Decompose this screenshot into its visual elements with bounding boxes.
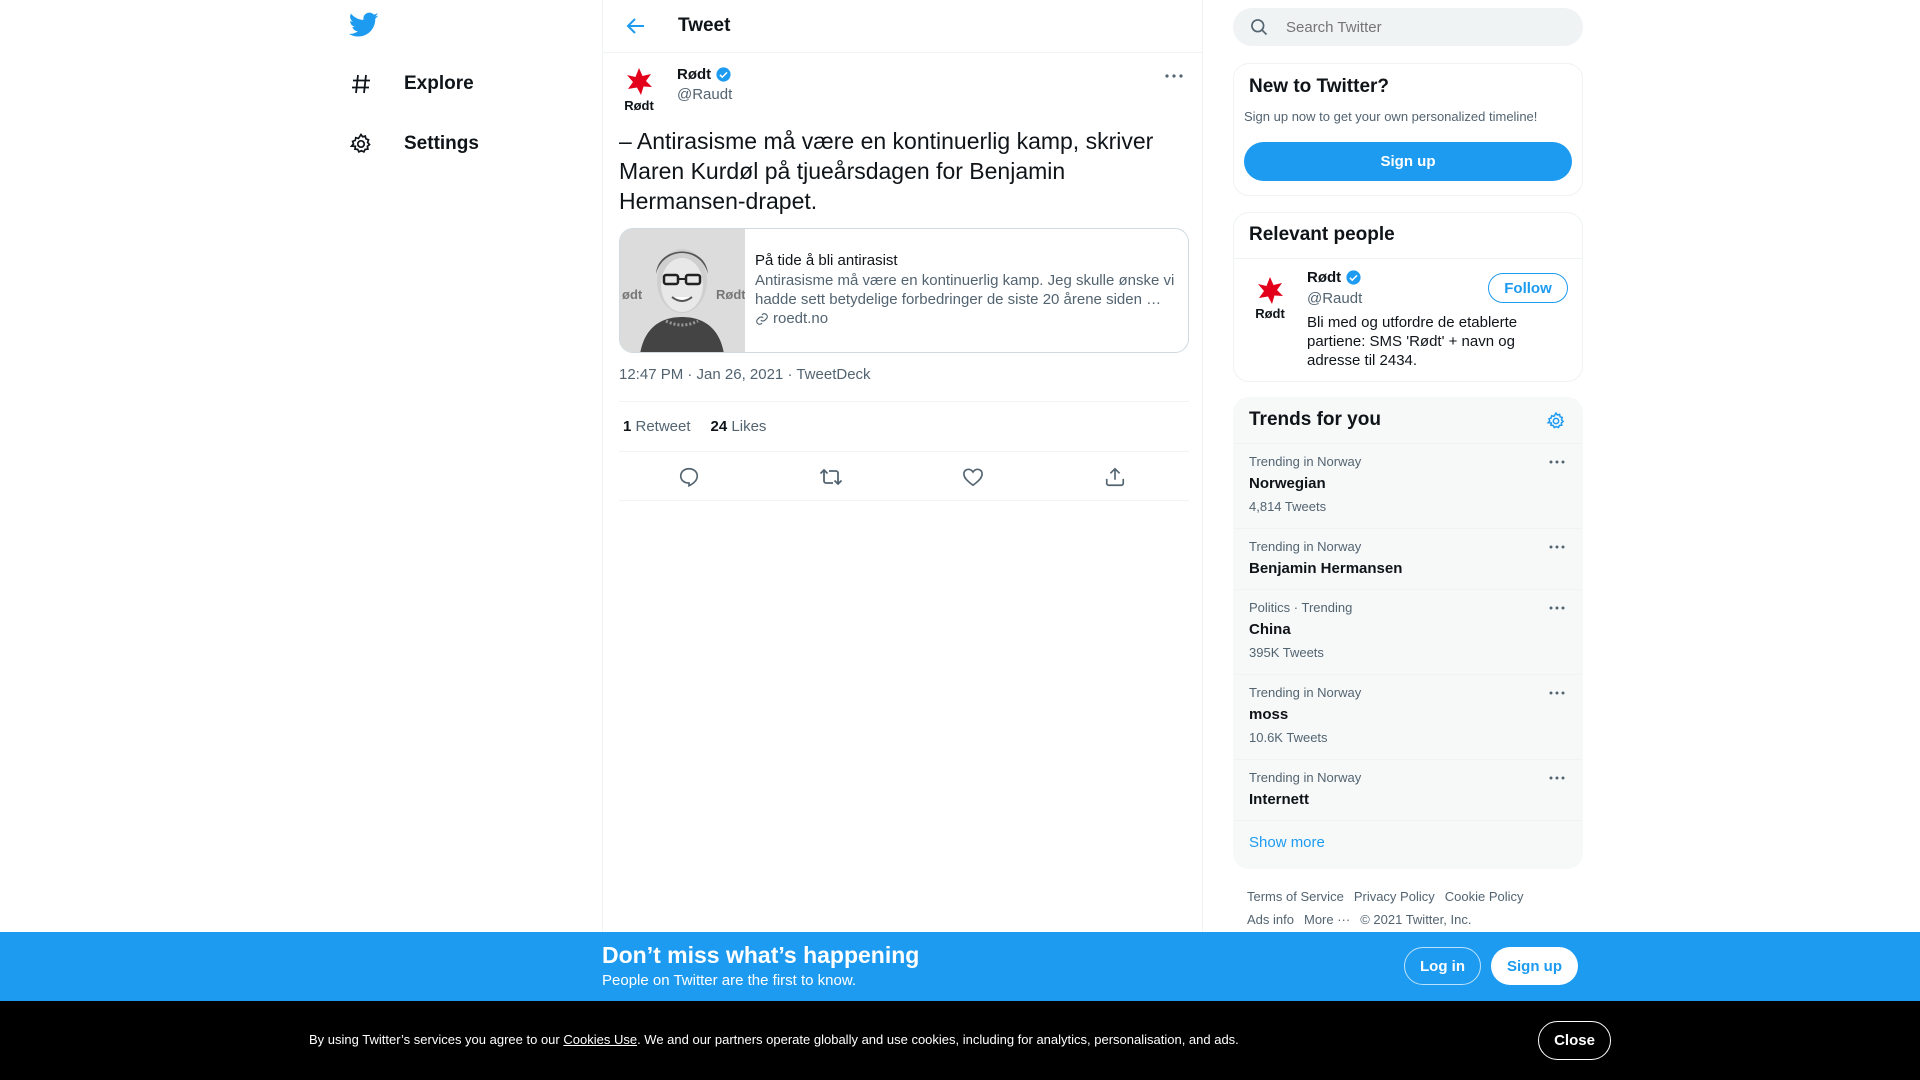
tweet-source[interactable]: TweetDeck [796, 366, 871, 383]
trend-item[interactable] [1234, 590, 1582, 675]
trend-name: moss [1249, 706, 1289, 723]
tweet-time[interactable]: 12:47 PM · Jan 26, 2021 [619, 366, 784, 383]
gear-icon [346, 129, 376, 159]
cookie-text-after: . We and our partners operate globally and use cookies, including for analytics, personalisation, and ads. [637, 1032, 1239, 1047]
card-image[interactable] [620, 229, 745, 353]
cookies-use-link[interactable]: Cookies Use [563, 1032, 638, 1047]
retweet-icon[interactable] [819, 466, 843, 488]
trend-context: Trending in Norway [1249, 539, 1362, 554]
relevant-people-title: Relevant people [1234, 213, 1582, 259]
card-description: Antirasisme må være en kontinuerlig kamp. Jeg skulle ønske vi hadde sett betydelige forbedringer de siste 20 årene siden … [755, 272, 1175, 308]
more-options-icon[interactable] [1162, 66, 1186, 86]
card-image-text-right: Rødt [716, 287, 745, 302]
ads-info-link[interactable]: Ads info [1247, 912, 1294, 927]
cookie-text [309, 1032, 1239, 1047]
trend-item[interactable] [1234, 760, 1582, 821]
trend-item[interactable] [1234, 529, 1582, 590]
trend-context: Trending in Norway [1249, 685, 1362, 700]
link-icon [755, 312, 769, 326]
more-options-icon[interactable] [1547, 685, 1567, 701]
more-options-icon[interactable] [1547, 539, 1567, 555]
like-number: 24 [710, 418, 728, 435]
trend-count: 10.6K Tweets [1249, 730, 1328, 745]
relevant-name[interactable]: Rødt [1307, 269, 1342, 286]
follow-button[interactable]: Follow [1488, 273, 1568, 303]
tweet-stats [619, 401, 1189, 452]
search-bar[interactable] [1233, 8, 1583, 46]
twitter-bird-icon[interactable] [349, 12, 379, 42]
new-to-twitter-title: New to Twitter? [1249, 76, 1390, 97]
relevant-avatar[interactable] [1250, 275, 1290, 321]
page-title: Tweet [678, 15, 731, 36]
trend-item[interactable] [1234, 444, 1582, 529]
author-name: Rødt [677, 66, 712, 83]
author-handle: @Raudt [677, 86, 733, 103]
trend-item[interactable] [1234, 675, 1582, 760]
cookie-text-before: By using Twitter’s services you agree to our [309, 1032, 564, 1047]
tweet-author[interactable] [619, 66, 732, 114]
link-card[interactable] [619, 228, 1189, 353]
hashtag-icon [346, 69, 376, 99]
more-options-icon[interactable] [1547, 770, 1567, 786]
new-to-twitter-subtitle: Sign up now to get your own personalized timeline! [1244, 109, 1538, 124]
copyright: © 2021 Twitter, Inc. [1360, 912, 1472, 927]
close-button[interactable]: Close [1538, 1021, 1611, 1060]
relevant-avatar-text: Rødt [1255, 306, 1285, 321]
trend-context: Trending in Norway [1249, 770, 1362, 785]
avatar-text: Rødt [624, 98, 654, 113]
gear-icon[interactable] [1546, 411, 1566, 431]
search-input[interactable] [1286, 19, 1566, 36]
trend-name: China [1249, 621, 1291, 638]
verified-badge-icon [1345, 269, 1362, 286]
like-count[interactable] [711, 418, 767, 435]
footer-links [1247, 885, 1577, 931]
more-link[interactable]: More ··· [1303, 912, 1351, 927]
tweet-text: – Antirasisme må være en kontinuerlig kamp, skriver Maren Kurdøl på tjueårsdagen for Benjamin Hermansen-drapet. [619, 128, 1154, 214]
show-more-link[interactable]: Show more [1249, 834, 1325, 851]
more-options-icon[interactable] [1547, 600, 1567, 616]
card-image-text-left: ødt [622, 287, 643, 302]
trend-name: Internett [1249, 791, 1309, 808]
trend-name: Benjamin Hermansen [1249, 560, 1403, 577]
privacy-link[interactable]: Privacy Policy [1353, 889, 1435, 904]
trend-count: 4,814 Tweets [1249, 499, 1327, 514]
trend-context: Politics · Trending [1249, 600, 1353, 615]
relevant-bio: Bli med og utfordre de etablerte partiene: SMS 'Rødt' + navn og adresse til 2434. [1307, 314, 1518, 369]
cookie-policy-link[interactable]: Cookie Policy [1444, 889, 1524, 904]
verified-badge-icon [715, 66, 732, 83]
relevant-people-box [1233, 212, 1583, 382]
banner-title: Don’t miss what’s happening [602, 942, 920, 968]
card-domain: roedt.no [773, 310, 829, 327]
new-to-twitter-box [1233, 63, 1583, 196]
main-column [602, 0, 1203, 1080]
signup-banner [0, 932, 1920, 1001]
share-icon[interactable] [1103, 466, 1127, 488]
nav-settings[interactable] [346, 124, 479, 164]
cookie-bar [0, 1001, 1920, 1080]
retweet-label: Retweet [631, 418, 691, 435]
tweet-meta [619, 366, 871, 383]
nav-explore-label: Explore [404, 73, 474, 94]
trends-box [1233, 397, 1583, 869]
retweet-count[interactable] [623, 418, 691, 435]
retweet-number: 1 [623, 418, 632, 435]
terms-link[interactable]: Terms of Service [1247, 889, 1344, 904]
meta-separator: · [783, 366, 797, 383]
trend-name: Norwegian [1249, 475, 1326, 492]
tweet-actions [619, 452, 1189, 501]
like-label: Likes [727, 418, 767, 435]
sign-up-button[interactable]: Sign up [1244, 142, 1572, 181]
log-in-button[interactable]: Log in [1404, 947, 1481, 985]
trends-title: Trends for you [1249, 409, 1381, 430]
banner-subtitle: People on Twitter are the first to know. [602, 972, 857, 989]
trend-context: Trending in Norway [1249, 454, 1362, 469]
tweet-header [603, 0, 1202, 53]
author-avatar[interactable] [619, 66, 659, 114]
search-icon [1249, 17, 1269, 37]
back-arrow-icon[interactable] [621, 13, 651, 39]
reply-icon[interactable] [677, 466, 701, 488]
like-icon[interactable] [961, 466, 985, 488]
relevant-handle: @Raudt [1307, 290, 1363, 307]
more-options-icon[interactable] [1547, 454, 1567, 470]
card-title: På tide å bli antirasist [755, 252, 898, 269]
nav-settings-label: Settings [404, 133, 479, 154]
nav-explore[interactable] [346, 64, 474, 104]
trend-count: 395K Tweets [1249, 645, 1324, 660]
banner-sign-up-button[interactable]: Sign up [1491, 947, 1578, 985]
